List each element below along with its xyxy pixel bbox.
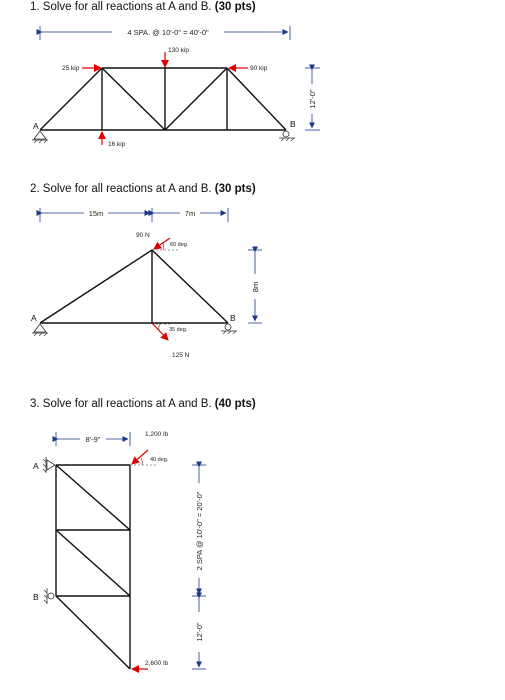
p1-support-b-label: B bbox=[290, 119, 296, 129]
p2-support-a-label: A bbox=[31, 313, 37, 323]
p2-truss bbox=[40, 250, 228, 323]
p2-angle-arc-bottom bbox=[159, 324, 160, 330]
p1-load-130-label: 130 kip bbox=[168, 47, 189, 54]
p2-span-right-label: 7m bbox=[184, 209, 196, 218]
p2-support-b-label: B bbox=[230, 313, 236, 323]
p3-support-a bbox=[43, 457, 55, 473]
p3-load-1200-label: 1,200 lb bbox=[145, 431, 169, 438]
p3-angle-arc-top bbox=[141, 458, 142, 465]
p2-support-a bbox=[32, 324, 48, 336]
problem-1-diagram bbox=[32, 26, 320, 148]
p2-support-b bbox=[221, 324, 237, 334]
p3-support-a-label: A bbox=[33, 461, 39, 471]
p3-width-label: 8'-9" bbox=[85, 435, 101, 444]
p2-load-90-label: 90 N bbox=[136, 232, 150, 239]
p2-height-label: 8m bbox=[251, 281, 260, 293]
p3-height-upper-label: 2 SPA @ 10'-0" = 20'-0" bbox=[195, 491, 204, 571]
problem-2-title: 2. Solve for all reactions at A and B. (30 pts) bbox=[30, 183, 256, 195]
p1-support-b bbox=[279, 131, 295, 141]
p3-truss bbox=[56, 465, 130, 669]
problem-1-title: 1. Solve for all reactions at A and B. (30 pts) bbox=[30, 1, 256, 13]
p3-height-lower-label: 12'-0" bbox=[195, 622, 204, 642]
p2-load-90-arrow bbox=[154, 238, 170, 249]
p2-angle-top-label: 60 deg. bbox=[170, 242, 189, 248]
p1-load-25-label: 25 kip bbox=[62, 65, 80, 72]
p1-load-90-label: 90 kip bbox=[250, 65, 268, 72]
p1-span-label: 4 SPA. @ 10'-0" = 40'-0" bbox=[127, 28, 209, 37]
p1-support-a-label: A bbox=[33, 121, 39, 131]
p3-load-1200-arrow bbox=[132, 450, 148, 464]
p3-support-b-label: B bbox=[33, 592, 39, 602]
problem-3-title: 3. Solve for all reactions at A and B. (40 pts) bbox=[30, 398, 256, 410]
p1-support-a bbox=[32, 131, 48, 143]
p1-load-16-label: 16 kip bbox=[108, 141, 126, 148]
p3-load-2600-label: 2,600 lb bbox=[145, 660, 169, 667]
problem-3-diagram bbox=[33, 431, 206, 669]
problem-2-diagram bbox=[31, 208, 262, 359]
p1-height-label: 12'-0" bbox=[308, 89, 317, 109]
p2-load-125-label: 125 N bbox=[172, 352, 190, 359]
p2-angle-bottom-label: 35 deg. bbox=[169, 327, 188, 333]
p2-span-left-label: 15m bbox=[88, 209, 104, 218]
p3-angle-top-label: 40 deg. bbox=[150, 457, 169, 463]
p2-angle-arc-top bbox=[163, 243, 164, 250]
p2-load-125-arrow bbox=[152, 323, 168, 340]
p1-truss bbox=[40, 68, 286, 130]
p3-support-b bbox=[44, 588, 54, 604]
